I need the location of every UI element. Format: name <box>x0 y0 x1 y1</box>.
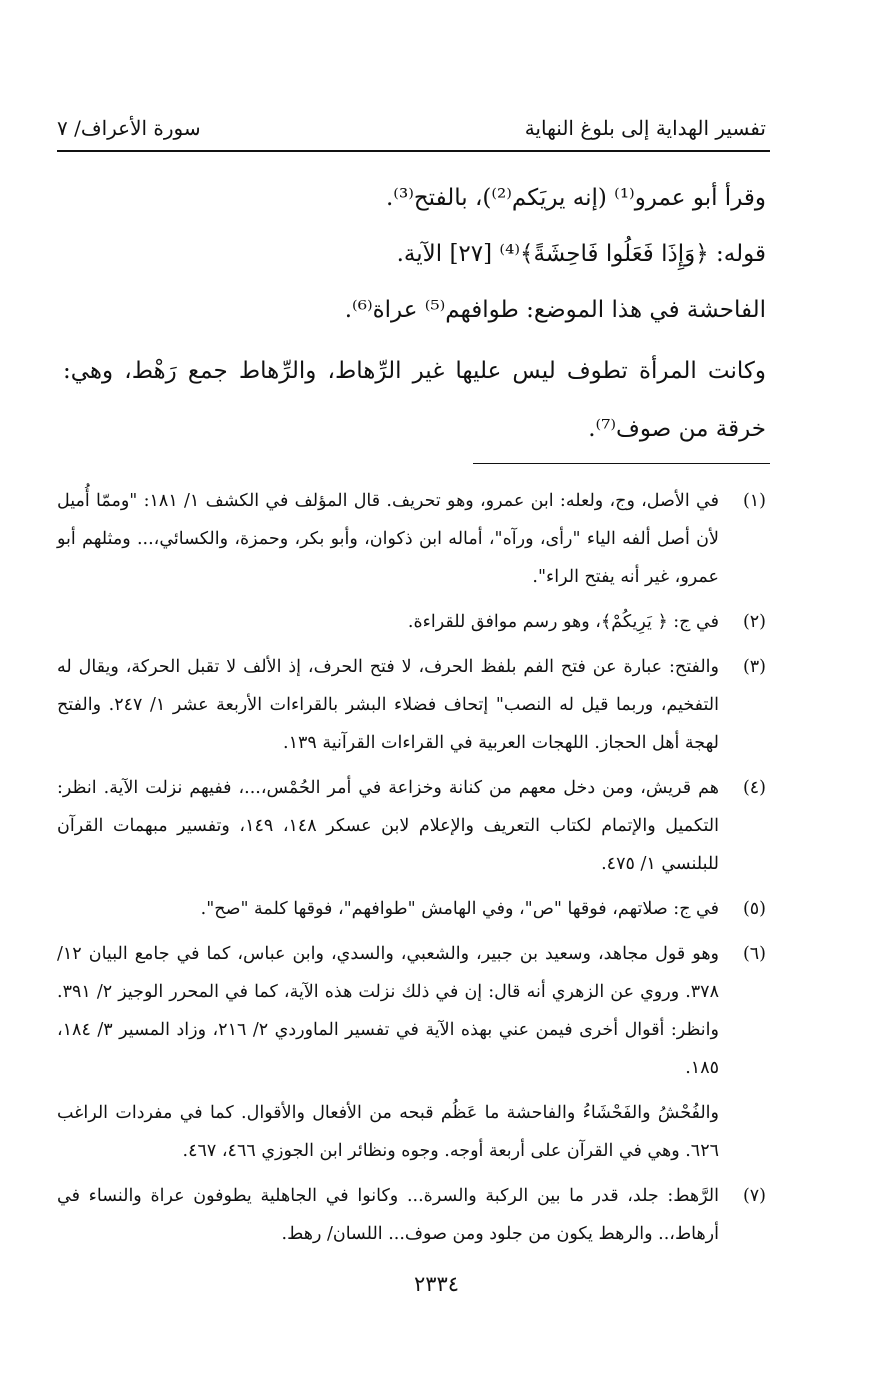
main-line: الفاحشة في هذا الموضع: طوافهم⁽⁵⁾ عراة⁽⁶⁾. <box>344 297 766 323</box>
footnote-5 <box>57 890 766 928</box>
main-line: وقرأ أبو عمرو⁽¹⁾ (إنه يريَكم⁽²⁾)، بالفتح⁽³⁾. <box>385 185 766 211</box>
footnote-text: والفُحْشُ والفَحْشَاءُ والفاحشة ما عَظُم قبحه من الأفعال والأقوال. كما في مفردات الراغب ٦٢٦. وهي في القرآن على أربعة أوجه. وجوه ونظائر ابن الجوزي ٤٦٦، ٤٦٧. <box>57 1103 719 1161</box>
footnote-text: في ج: ﴿ يَرِيكُمْ﴾، وهو رسم موافق للقراءة. <box>407 612 719 632</box>
footnote-2 <box>57 603 766 641</box>
footnote-number: (٥) <box>742 899 766 919</box>
page-number: ٢٣٣٤ <box>413 1272 460 1296</box>
footnote-text: الرَّهط: جلد، قدر ما بين الركبة والسرة... وكانوا في الجاهلية يطوفون عراة والنساء في أرهاط،.. والرهط يكون من جلود ومن صوف... اللسان/ رهط. <box>57 1186 719 1244</box>
footnote-number: (٤) <box>742 778 766 798</box>
footnote-text: في ج: صلاتهم، فوقها "ص"، وفي الهامش "طوافهم"، فوقها كلمة "صح". <box>200 899 719 919</box>
footnote-text: والفتح: عبارة عن فتح الفم بلفظ الحرف، لا فتح الحرف، إذ الألف لا تقبل الحركة، ويقال له التفخيم، وربما قيل له النصب" إتحاف فضلاء البشر بالقراءات الأربعة عشر ١/ ٢٤٧. والفتح لهجة أهل الحجاز. اللهجات العربية في القراءات القرآنية ١٣٩. <box>57 657 720 753</box>
footnote-number: (١) <box>742 491 766 511</box>
footnote-rule <box>473 463 770 464</box>
footnote-text: وهو قول مجاهد، وسعيد بن جبير، والشعبي، والسدي، وابن عباس، كما في جامع البيان ١٢/ ٣٧٨. وروي عن الزهري أنه قال: إن في ذلك نزلت هذه الآية، كما في المحرر الوجيز ٢/ ٣٩١. وانظر: أقوال أخرى فيمن عني بهذه الآية في تفسير الماوردي ٢/ ٢١٦، وزاد المسير ٣/ ١٨٤، ١٨٥. <box>57 944 719 1078</box>
footnote-number: (٧) <box>742 1186 766 1206</box>
running-header-surah: سورة الأعراف/ ٧ <box>57 116 201 140</box>
footnote-number: (٢) <box>742 612 766 632</box>
main-line: قوله: ﴿وَإِذَا فَعَلُوا فَاحِشَةً﴾⁽⁴⁾ [٢٧] الآية. <box>396 241 766 267</box>
footnote-6 <box>57 935 766 1087</box>
footnote-text: في الأصل، وج، ولعله: ابن عمرو، وهو تحريف. قال المؤلف في الكشف ١/ ١٨١: "وممّا أُميل لأن أصل ألفه الياء "رأى، ورآه"، أماله ابن ذكوان، وأبو بكر، وحمزة، والكسائي،... ومثلهم أبو عمرو، غير أنه يفتح الراء". <box>57 491 719 587</box>
footnote-7 <box>57 1177 766 1253</box>
footnote-text: هم قريش، ومن دخل معهم من كنانة وخزاعة في أمر الحُمْس،...، ففيهم نزلت الآية. انظر: التكميل والإتمام لكتاب التعريف والإعلام لابن عسكر ١٤٨، ١٤٩، وتفسير مبهمات القرآن للبلنسي ١/ ٤٧٥. <box>57 778 719 874</box>
footnote-3 <box>57 648 766 762</box>
footnote-6-continuation <box>57 1094 719 1170</box>
footnote-1 <box>57 482 766 596</box>
footnote-4 <box>57 769 766 883</box>
main-text <box>63 170 766 458</box>
header-rule <box>57 150 770 152</box>
running-header-book-title: تفسير الهداية إلى بلوغ النهاية <box>524 116 766 140</box>
main-line: وكانت المرأة تطوف ليس عليها غير الرِّهاط، والرِّهاط جمع رَهْط، وهي: خرقة من صوف⁽⁷⁾. <box>63 358 766 442</box>
footnotes <box>57 482 766 1260</box>
footnote-number: (٣) <box>742 657 766 677</box>
footnote-number: (٦) <box>742 944 766 964</box>
